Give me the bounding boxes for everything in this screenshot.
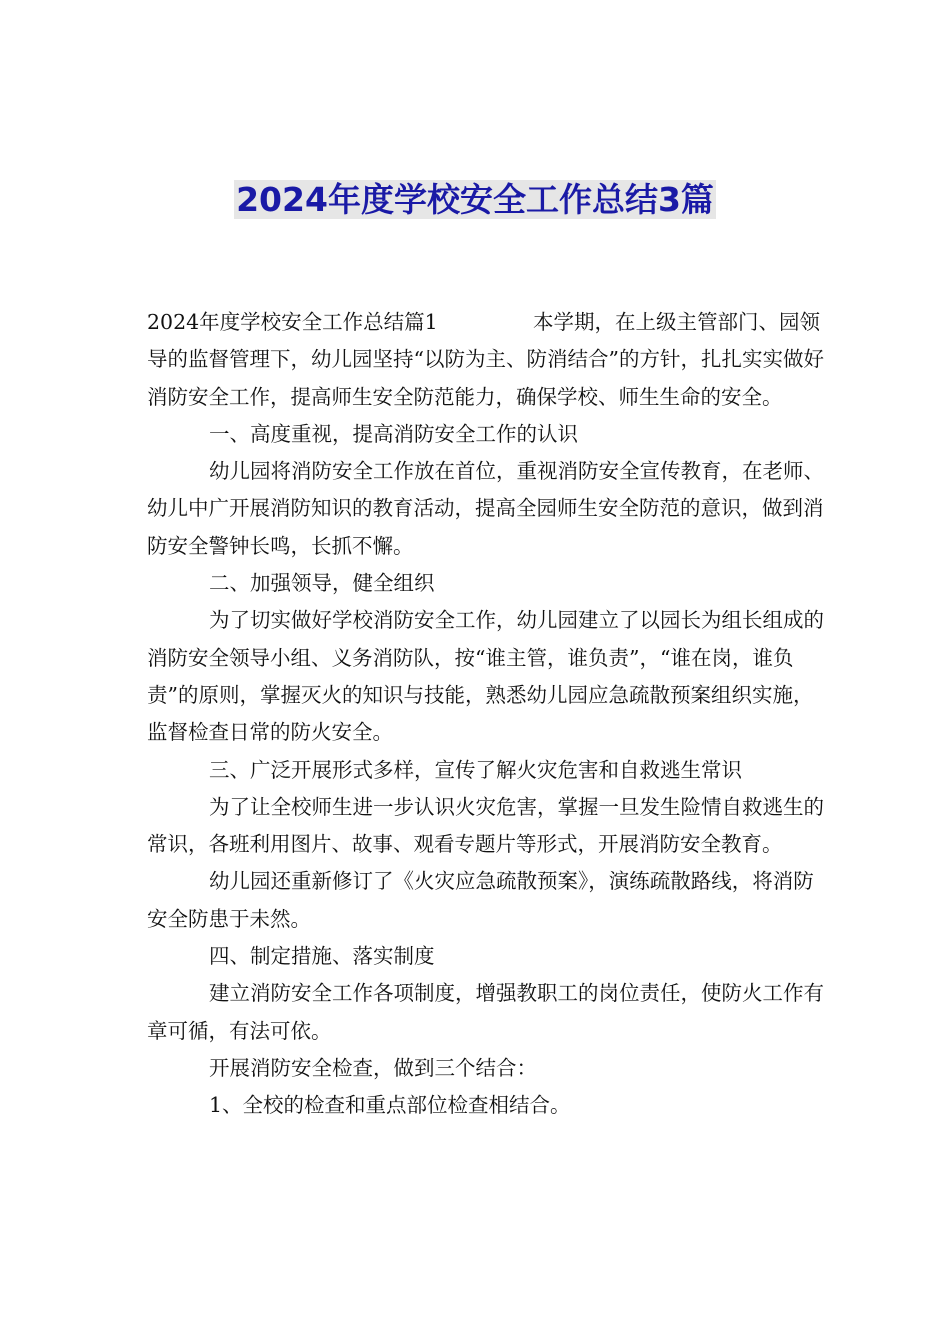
title-text: 2024年度学校安全工作总结3篇 bbox=[236, 180, 714, 219]
intro-heading: 2024年度学校安全工作总结篇1 bbox=[147, 310, 438, 334]
body-paragraph: 幼儿园还重新修订了《火灾应急疏散预案》，演练疏散路线，将消防安全防患于未然。 bbox=[147, 869, 814, 931]
body-paragraph: 幼儿园将消防安全工作放在首位，重视消防安全宣传教育，在老师、幼儿中广开展消防知识的教育活动，提高全园师生安全防范的意识，做到消防安全警钟长鸣，长抓不懈。 bbox=[147, 459, 824, 558]
section-heading-3: 三、广泛开展形式多样，宣传了解火灾危害和自救逃生常识 bbox=[209, 757, 742, 782]
section-heading-2: 二、加强领导，健全组织 bbox=[209, 571, 435, 596]
list-item: 1、全校的检查和重点部位检查相结合。 bbox=[209, 1093, 571, 1118]
section-heading-4: 四、制定措施、落实制度 bbox=[209, 944, 435, 969]
document-title bbox=[0, 176, 950, 224]
body-paragraph: 为了切实做好学校消防安全工作，幼儿园建立了以园长为组长组成的消防安全领导小组、义务消防队，按“谁主管，谁负责”，“谁在岗，谁负责”的原则，掌握灭火的知识与技能，熟悉幼儿园应急疏散预案组织实施，监督检查日常的防火安全。 bbox=[147, 608, 824, 745]
body-paragraph: 为了让全校师生进一步认识火灾危害，掌握一旦发生险情自救逃生的常识，各班利用图片、故事、观看专题片等形式，开展消防安全教育。 bbox=[147, 794, 824, 857]
intro-text: 本学期，在上级主管部门、园领导的监督管理下，幼儿园坚持“以防为主、防消结合”的方针，扎扎实实做好消防安全工作，提高师生安全防范能力，确保学校、师生生命的安全。 bbox=[147, 310, 824, 409]
body-paragraph: 建立消防安全工作各项制度，增强教职工的岗位责任，使防火工作有章可循，有法可依。 bbox=[147, 981, 824, 1043]
body-paragraph: 开展消防安全检查，做到三个结合： bbox=[209, 1055, 537, 1080]
intro-paragraph bbox=[147, 304, 827, 416]
document-body bbox=[147, 304, 827, 1125]
section-heading-1: 一、高度重视，提高消防安全工作的认识 bbox=[209, 421, 578, 446]
